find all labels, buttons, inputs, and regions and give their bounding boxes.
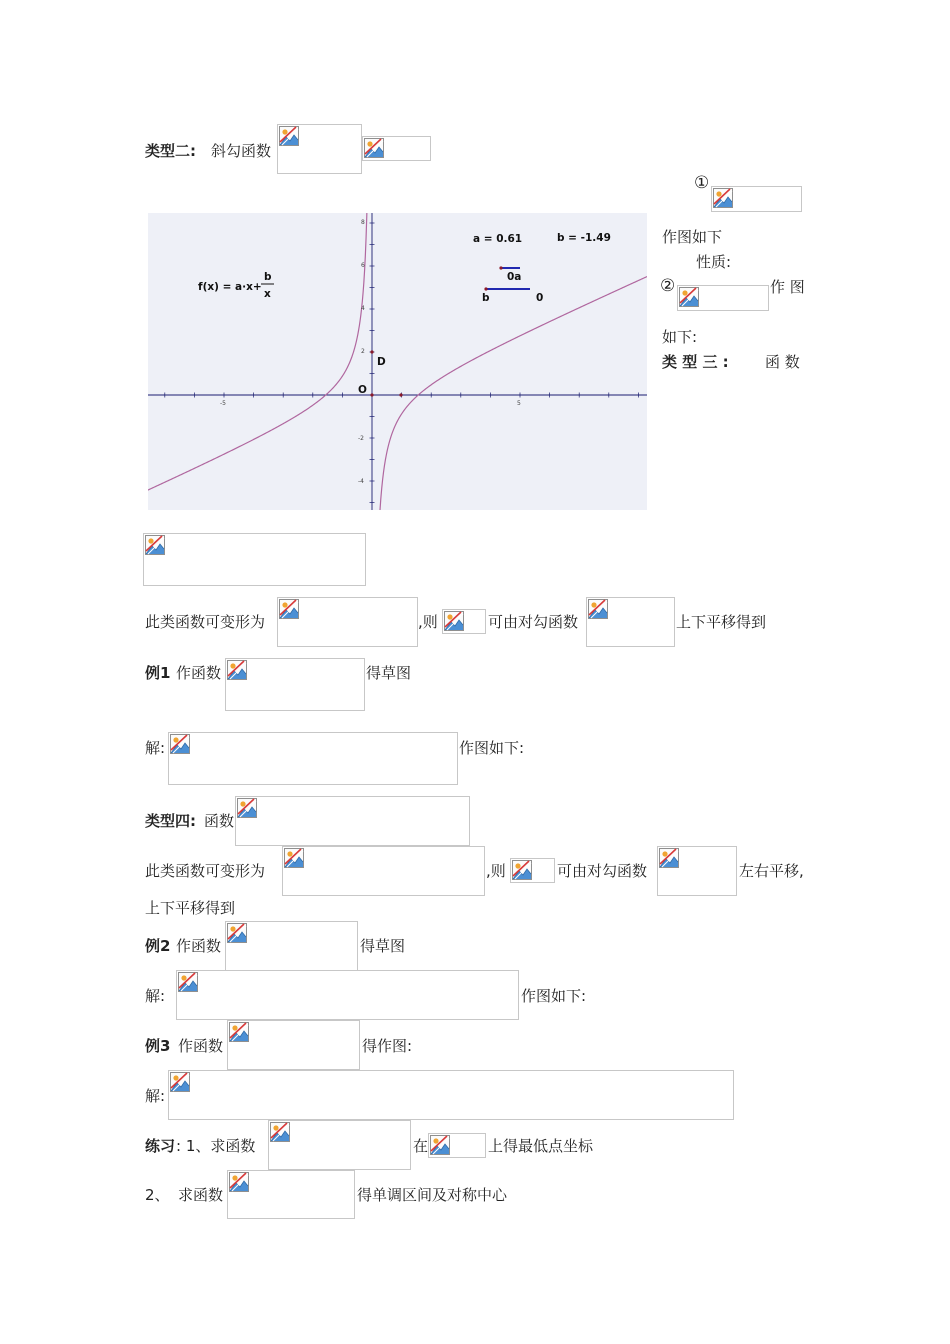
- solution-1-text: 作图如下:: [459, 739, 525, 757]
- solution-3-label: 解:: [145, 1087, 166, 1105]
- right-text-properties: 性质:: [696, 253, 732, 271]
- paragraph-1-text: 可由对勾函数: [488, 613, 579, 631]
- example-3-text: 得作图:: [362, 1037, 413, 1055]
- y-tick-label: -2: [358, 435, 364, 442]
- formula-image: [225, 658, 365, 711]
- broken-image-icon: [227, 660, 247, 680]
- example-2-text: 得草图: [360, 937, 406, 955]
- formula-image: [657, 846, 737, 896]
- section-2-text: 斜勾函数: [211, 142, 272, 160]
- slider-b-right-label: 0: [536, 292, 544, 304]
- formula-image: [176, 970, 519, 1020]
- a-value-label: a = 0.61: [473, 233, 523, 245]
- solution-1-label: 解:: [145, 739, 166, 757]
- origin-point: [370, 393, 373, 396]
- b-value-label: b = -1.49: [557, 232, 611, 244]
- slider-b-handle: [484, 287, 487, 290]
- section-3-text: 函 数: [765, 353, 800, 371]
- example-1-label: 例1: [145, 664, 171, 682]
- section-4-label: 类型四:: [145, 812, 196, 830]
- formula-label: f(x) = a·x+: [198, 281, 262, 293]
- broken-image-icon: [270, 1122, 290, 1142]
- formula-numerator: b: [264, 271, 272, 283]
- example-2-text: 作函数: [176, 937, 222, 955]
- broken-image-icon: [227, 923, 247, 943]
- formula-image: [225, 921, 358, 971]
- example-3-label: 例3: [145, 1037, 171, 1055]
- paragraph-1-text: 上下平移得到: [676, 613, 767, 631]
- broken-image-icon: [229, 1022, 249, 1042]
- practice-1-text: : 1、求函数: [176, 1137, 256, 1155]
- formula-image: [277, 124, 362, 174]
- circle-number-1: ①: [694, 173, 710, 193]
- paragraph-2-text: 可由对勾函数: [557, 862, 648, 880]
- formula-image: [168, 1070, 734, 1120]
- broken-image-icon: [679, 287, 699, 307]
- y-tick-label: 2: [361, 348, 365, 355]
- broken-image-icon: [279, 126, 299, 146]
- broken-image-icon: [659, 848, 679, 868]
- broken-image-icon: [237, 798, 257, 818]
- paragraph-2-text: 上下平移得到: [145, 899, 236, 917]
- section-4-text: 函数: [204, 812, 235, 830]
- broken-image-icon: [178, 972, 198, 992]
- right-text-draw-2: 作 图: [770, 278, 805, 296]
- practice-1-text: 上得最低点坐标: [488, 1137, 594, 1155]
- broken-image-icon: [170, 734, 190, 754]
- practice-2-text: 得单调区间及对称中心: [357, 1186, 508, 1204]
- formula-image: [442, 609, 486, 634]
- y-tick-label: 8: [361, 219, 365, 226]
- practice-1-text: 在: [413, 1137, 429, 1155]
- formula-image: [586, 597, 675, 647]
- right-text-below: 如下:: [662, 328, 698, 346]
- broken-image-icon: [284, 848, 304, 868]
- slider-b-left-label: b: [482, 292, 490, 304]
- broken-image-icon: [145, 535, 165, 555]
- formula-image: [282, 846, 485, 896]
- point-d-label: D: [377, 356, 386, 368]
- broken-image-icon: [170, 1072, 190, 1092]
- formula-image: [227, 1170, 355, 1219]
- formula-image: [277, 597, 418, 647]
- formula-image: [677, 285, 769, 311]
- slider-a-handle: [499, 266, 502, 269]
- paragraph-2-text: 此类函数可变形为: [145, 862, 266, 880]
- broken-image-icon: [512, 860, 532, 880]
- section-3-label: 类 型 三 :: [662, 353, 729, 371]
- slider-a-zero-label: 0a: [507, 271, 522, 283]
- example-3-text: 作函数: [178, 1037, 224, 1055]
- practice-label: 练习: [145, 1137, 176, 1155]
- function-graph: [148, 213, 647, 510]
- formula-image: [143, 533, 366, 586]
- x-tick-label: -5: [220, 400, 226, 407]
- right-text-draw: 作图如下: [662, 228, 723, 246]
- paragraph-1-text: 此类函数可变形为: [145, 613, 266, 631]
- formula-image: [428, 1133, 486, 1158]
- graph-background: [148, 213, 647, 510]
- example-1-text: 得草图: [366, 664, 412, 682]
- broken-image-icon: [713, 188, 733, 208]
- example-2-label: 例2: [145, 937, 171, 955]
- section-2-label: 类型二:: [145, 142, 196, 160]
- root-point: [399, 393, 402, 396]
- paragraph-2-text: 左右平移,: [739, 862, 804, 880]
- y-tick-label: 6: [361, 262, 365, 269]
- formula-image: [510, 858, 555, 883]
- broken-image-icon: [430, 1135, 450, 1155]
- solution-2-text: 作图如下:: [521, 987, 587, 1005]
- practice-2-number: 2、: [145, 1186, 170, 1204]
- broken-image-icon: [444, 611, 464, 631]
- formula-image: [268, 1120, 411, 1170]
- broken-image-icon: [229, 1172, 249, 1192]
- y-tick-label: 4: [361, 305, 365, 312]
- formula-denominator: x: [264, 288, 271, 300]
- paragraph-2-text: ,则: [486, 862, 506, 880]
- circle-number-2: ②: [660, 276, 676, 296]
- broken-image-icon: [279, 599, 299, 619]
- broken-image-icon: [588, 599, 608, 619]
- broken-image-icon: [364, 138, 384, 158]
- point-d: [370, 350, 373, 353]
- y-tick-label: -4: [358, 478, 364, 485]
- formula-image: [227, 1020, 360, 1070]
- solution-2-label: 解:: [145, 987, 166, 1005]
- example-1-text: 作函数: [176, 664, 222, 682]
- origin-label: O: [358, 384, 367, 396]
- paragraph-1-text: ,则: [418, 613, 438, 631]
- formula-image: [235, 796, 470, 846]
- formula-image: [362, 136, 431, 161]
- formula-image: [711, 186, 802, 212]
- x-tick-label: 5: [517, 400, 521, 407]
- practice-2-text: 求函数: [178, 1186, 224, 1204]
- formula-image: [168, 732, 458, 785]
